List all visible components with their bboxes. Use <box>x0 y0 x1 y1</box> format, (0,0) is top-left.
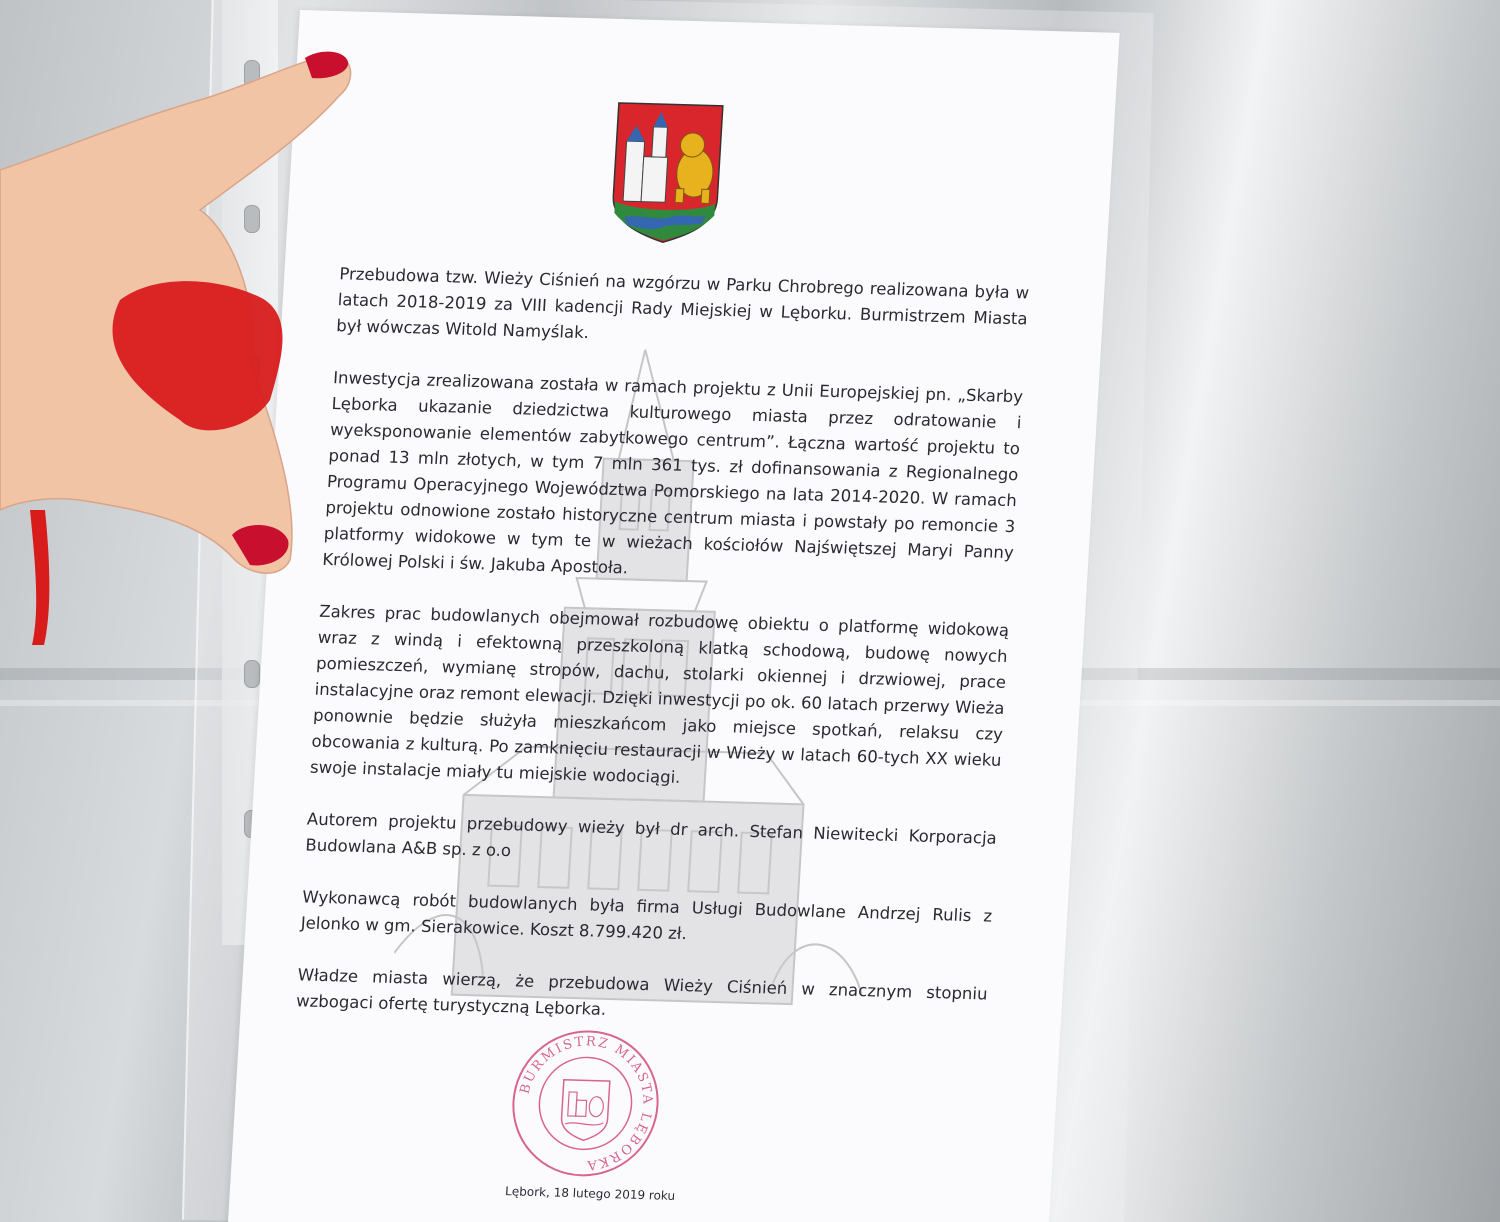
paragraph-scope: Zakres prac budowlanych obejmował rozbudowę obiektu o platformę widokową wraz z windą i efektowną przeszkoloną klatką schodową, budowę nowych pomieszczeń, wymianę stropów, dachu, stolarki okiennej i drzwiowej, prace instalacyjne oraz remont elewacji. Dzięki inwestycji po ok. 60 latach przerwy Wieża ponownie będzie służyła mieszkańcom jako miejsce spotkań, relaksu czy obcowania z kulturą. Po zamknięciu restauracji w Wieży w latach 60-tych XX wieku swoje instalacje miały tu miejskie wodociągi. <box>309 601 1010 787</box>
red-ribbon-tail <box>30 510 49 645</box>
paragraph-contractor: Wykonawcą robót budowlanych była firma Usługi Budowlane Andrzej Rulis z Jelonko w gm. Sierakowice. Koszt 8.799.420 zł. <box>300 887 993 944</box>
mayor-stamp-seal <box>506 1026 665 1180</box>
paragraph-intro: Przebudowa tzw. Wieży Ciśnień na wzgórzu w Parku Chrobrego realizowana była w latach 2018-2019 za VIII kadencji Rady Miejskiej w Lęborku. Burmistrzem Miasta był wówczas Witold Namyślak. <box>335 264 1030 343</box>
lebork-coat-of-arms <box>609 101 725 246</box>
paragraph-closing: Władze miasta wierzą, że przebudowa Wieży Ciśnień w znacznym stopniu wzbogaci ofertę turystyczną Lęborka. <box>295 965 989 1019</box>
document-sheet <box>227 10 1120 1222</box>
paragraph-author: Autorem projektu przebudowy wieży był dr arch. Stefan Niewitecki Korporacja Budowlana A&B sp. z o.o <box>304 809 998 861</box>
hand-holding-sheet <box>0 0 360 680</box>
document-body <box>294 261 1030 1059</box>
paragraph-investment: Inwestycja zrealizowana została w ramach projektu z Unii Europejskiej pn. „Skarby Lęborka ukazanie dziedzictwa kulturowego miasta przez odratowanie i wyeksponowanie elementów zabytkowego centrum”. Łączna wartość projektu to ponad 13 mln złotych, w tym 7 mln 361 tys. zł dofinansowania z Regionalnego Programu Operacyjnego Województwa Pomorskiego na lata 2014-2020. W ramach projektu odnowione zostało historyczne centrum miasta i powstały po remoncie 3 platformy widokowe w tym te w wieżach kościołów Najświętszej Maryi Panny Królowej Polski i św. Jakuba Apostoła. <box>321 368 1024 578</box>
place-and-date: Lębork, 18 lutego 2019 roku <box>504 1184 676 1203</box>
svg-text:BURMISTRZ MIASTA LĘBORKA: BURMISTRZ MIASTA LĘBORKA <box>517 1034 655 1173</box>
